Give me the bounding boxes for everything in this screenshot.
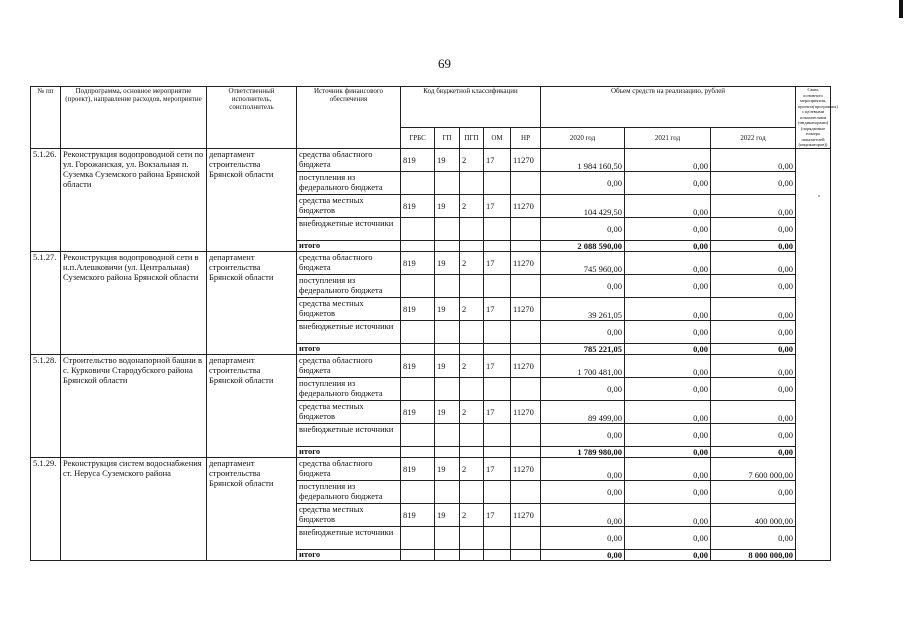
header-name: Подпрограмма, основное мероприятие (проект), направление расходов, мероприятие bbox=[61, 87, 207, 149]
amount-2022: 0,00 bbox=[711, 148, 796, 171]
code-grbs: 819 bbox=[401, 251, 435, 274]
total-2020: 2 088 590,00 bbox=[541, 240, 625, 251]
code-pgp: 2 bbox=[460, 148, 484, 171]
code-om bbox=[484, 171, 511, 194]
item-name: Реконструкция систем водоснабжения ст. Неруса Суземского района bbox=[61, 457, 207, 560]
amount-2021: 0,00 bbox=[625, 400, 711, 423]
code-pgp: 2 bbox=[460, 503, 484, 526]
code-grbs bbox=[401, 480, 435, 503]
amount-2022: 0,00 bbox=[711, 354, 796, 377]
amount-2020: 104 429,50 bbox=[541, 194, 625, 217]
amount-2021: 0,00 bbox=[625, 171, 711, 194]
header-amount-group: Объем средств на реализацию, рублей bbox=[541, 87, 796, 128]
total-2020: 1 789 980,00 bbox=[541, 446, 625, 457]
amount-2021: 0,00 bbox=[625, 503, 711, 526]
code-pgp: 2 bbox=[460, 400, 484, 423]
finance-source: средства областного бюджета bbox=[297, 354, 401, 377]
code-pgp bbox=[460, 240, 484, 251]
total-label: итого bbox=[297, 343, 401, 354]
amount-2022: 0,00 bbox=[711, 297, 796, 320]
code-grbs bbox=[401, 526, 435, 549]
finance-source: средства местных бюджетов bbox=[297, 400, 401, 423]
code-np bbox=[511, 526, 541, 549]
code-pgp bbox=[460, 526, 484, 549]
finance-source: поступления из федерального бюджета bbox=[297, 480, 401, 503]
header-num: № пп bbox=[31, 87, 61, 149]
code-np: 11270 bbox=[511, 251, 541, 274]
total-label: итого bbox=[297, 446, 401, 457]
code-pgp bbox=[460, 217, 484, 240]
item-executor: департамент строительства Брянской области bbox=[207, 457, 297, 560]
code-om bbox=[484, 549, 511, 560]
total-2022: 0,00 bbox=[711, 446, 796, 457]
code-pgp bbox=[460, 423, 484, 446]
code-om bbox=[484, 377, 511, 400]
code-om: 17 bbox=[484, 251, 511, 274]
code-om: 17 bbox=[484, 457, 511, 480]
amount-2022: 0,00 bbox=[711, 480, 796, 503]
finance-source: средства местных бюджетов bbox=[297, 194, 401, 217]
amount-2021: 0,00 bbox=[625, 423, 711, 446]
code-om bbox=[484, 343, 511, 354]
header-2020: 2020 год bbox=[541, 128, 625, 148]
item-executor: департамент строительства Брянской области bbox=[207, 148, 297, 251]
code-grbs bbox=[401, 423, 435, 446]
code-gp bbox=[435, 343, 460, 354]
header-om: ОМ bbox=[484, 128, 511, 148]
table-body bbox=[31, 148, 831, 560]
finance-source: поступления из федерального бюджета bbox=[297, 377, 401, 400]
code-pgp bbox=[460, 320, 484, 343]
code-grbs bbox=[401, 377, 435, 400]
amount-2020: 0,00 bbox=[541, 526, 625, 549]
code-om: 17 bbox=[484, 400, 511, 423]
code-gp bbox=[435, 526, 460, 549]
code-om bbox=[484, 423, 511, 446]
amount-2022: 0,00 bbox=[711, 377, 796, 400]
code-np bbox=[511, 446, 541, 457]
code-grbs: 819 bbox=[401, 297, 435, 320]
amount-2021: 0,00 bbox=[625, 297, 711, 320]
amount-2022: 0,00 bbox=[711, 217, 796, 240]
code-gp: 19 bbox=[435, 457, 460, 480]
code-np bbox=[511, 171, 541, 194]
link-cell bbox=[796, 148, 831, 560]
page-number: 69 bbox=[438, 56, 451, 71]
total-2021: 0,00 bbox=[625, 446, 711, 457]
amount-2022: 0,00 bbox=[711, 400, 796, 423]
code-np: 11270 bbox=[511, 503, 541, 526]
table-row bbox=[31, 148, 831, 171]
header-source: Источник финансового обеспечения bbox=[297, 87, 401, 149]
total-2021: 0,00 bbox=[625, 549, 711, 560]
code-np bbox=[511, 377, 541, 400]
code-np bbox=[511, 343, 541, 354]
amount-2022: 7 600 000,00 bbox=[711, 457, 796, 480]
total-2022: 0,00 bbox=[711, 240, 796, 251]
code-gp: 19 bbox=[435, 148, 460, 171]
code-om bbox=[484, 274, 511, 297]
finance-source: поступления из федерального бюджета bbox=[297, 274, 401, 297]
header-pgp: ПГП bbox=[460, 128, 484, 148]
finance-source: средства областного бюджета bbox=[297, 251, 401, 274]
code-om bbox=[484, 320, 511, 343]
amount-2020: 39 261,05 bbox=[541, 297, 625, 320]
table-row bbox=[31, 354, 831, 377]
header-gp: ГП bbox=[435, 128, 460, 148]
header-code-group: Код бюджетной классификации bbox=[401, 87, 541, 128]
code-gp: 19 bbox=[435, 400, 460, 423]
code-grbs: 819 bbox=[401, 457, 435, 480]
code-gp bbox=[435, 480, 460, 503]
total-2020: 0,00 bbox=[541, 549, 625, 560]
finance-source: средства местных бюджетов bbox=[297, 297, 401, 320]
amount-2021: 0,00 bbox=[625, 526, 711, 549]
code-gp bbox=[435, 423, 460, 446]
finance-source: средства местных бюджетов bbox=[297, 503, 401, 526]
code-grbs bbox=[401, 320, 435, 343]
header-2022: 2022 год bbox=[711, 128, 796, 148]
amount-2021: 0,00 bbox=[625, 457, 711, 480]
code-grbs: 819 bbox=[401, 400, 435, 423]
code-gp: 19 bbox=[435, 354, 460, 377]
item-number: 5.1.28. bbox=[31, 354, 61, 457]
amount-2021: 0,00 bbox=[625, 217, 711, 240]
amount-2022: 0,00 bbox=[711, 171, 796, 194]
code-om bbox=[484, 526, 511, 549]
header-2021: 2021 год bbox=[625, 128, 711, 148]
code-om bbox=[484, 480, 511, 503]
total-2020: 785 221,05 bbox=[541, 343, 625, 354]
amount-2020: 0,00 bbox=[541, 503, 625, 526]
code-grbs: 819 bbox=[401, 503, 435, 526]
finance-source: внебюджетные источники bbox=[297, 423, 401, 446]
code-om bbox=[484, 240, 511, 251]
item-executor: департамент строительства Брянской области bbox=[207, 251, 297, 354]
code-pgp: 2 bbox=[460, 251, 484, 274]
finance-source: внебюджетные источники bbox=[297, 217, 401, 240]
table-row bbox=[31, 251, 831, 274]
amount-2020: 0,00 bbox=[541, 423, 625, 446]
code-np bbox=[511, 320, 541, 343]
total-2021: 0,00 bbox=[625, 240, 711, 251]
header-link: Связь основного мероприятия, проекта(программы) с целевыми показателями (индикаторами) (порядковые номера показателей (индикаторов)) bbox=[796, 87, 831, 149]
code-om bbox=[484, 217, 511, 240]
code-pgp bbox=[460, 480, 484, 503]
amount-2022: 0,00 bbox=[711, 526, 796, 549]
code-gp bbox=[435, 446, 460, 457]
code-om: 17 bbox=[484, 194, 511, 217]
code-grbs bbox=[401, 549, 435, 560]
code-grbs: 819 bbox=[401, 354, 435, 377]
code-np: 11270 bbox=[511, 457, 541, 480]
finance-source: средства областного бюджета bbox=[297, 148, 401, 171]
code-gp bbox=[435, 171, 460, 194]
amount-2020: 0,00 bbox=[541, 457, 625, 480]
amount-2021: 0,00 bbox=[625, 148, 711, 171]
code-pgp: 2 bbox=[460, 297, 484, 320]
code-np bbox=[511, 549, 541, 560]
finance-source: внебюджетные источники bbox=[297, 526, 401, 549]
amount-2022: 400 000,00 bbox=[711, 503, 796, 526]
code-gp bbox=[435, 217, 460, 240]
amount-2022: 0,00 bbox=[711, 251, 796, 274]
amount-2020: 0,00 bbox=[541, 171, 625, 194]
code-gp bbox=[435, 377, 460, 400]
amount-2022: 0,00 bbox=[711, 194, 796, 217]
code-pgp bbox=[460, 171, 484, 194]
amount-2020: 1 700 481,00 bbox=[541, 354, 625, 377]
total-label: итого bbox=[297, 549, 401, 560]
item-name: Строительство водонапорной башни в с. Курковичи Стародубского района Брянской области bbox=[61, 354, 207, 457]
code-np: 11270 bbox=[511, 354, 541, 377]
code-np: 11270 bbox=[511, 194, 541, 217]
code-pgp: 2 bbox=[460, 354, 484, 377]
code-grbs bbox=[401, 171, 435, 194]
code-gp bbox=[435, 549, 460, 560]
code-om: 17 bbox=[484, 297, 511, 320]
amount-2020: 1 984 160,50 bbox=[541, 148, 625, 171]
total-2021: 0,00 bbox=[625, 343, 711, 354]
code-grbs bbox=[401, 274, 435, 297]
amount-2020: 0,00 bbox=[541, 274, 625, 297]
stray-mark: , bbox=[818, 189, 820, 198]
amount-2020: 0,00 bbox=[541, 320, 625, 343]
code-grbs: 819 bbox=[401, 194, 435, 217]
total-label: итого bbox=[297, 240, 401, 251]
amount-2021: 0,00 bbox=[625, 354, 711, 377]
finance-source: внебюджетные источники bbox=[297, 320, 401, 343]
amount-2020: 0,00 bbox=[541, 377, 625, 400]
amount-2020: 89 499,00 bbox=[541, 400, 625, 423]
header-grbs: ГРБС bbox=[401, 128, 435, 148]
code-gp: 19 bbox=[435, 503, 460, 526]
code-gp: 19 bbox=[435, 194, 460, 217]
total-2022: 8 000 000,00 bbox=[711, 549, 796, 560]
code-gp bbox=[435, 274, 460, 297]
code-grbs bbox=[401, 446, 435, 457]
code-gp bbox=[435, 320, 460, 343]
amount-2021: 0,00 bbox=[625, 251, 711, 274]
code-np bbox=[511, 423, 541, 446]
code-np bbox=[511, 217, 541, 240]
code-om: 17 bbox=[484, 354, 511, 377]
amount-2022: 0,00 bbox=[711, 274, 796, 297]
item-number: 5.1.29. bbox=[31, 457, 61, 560]
code-pgp: 2 bbox=[460, 194, 484, 217]
amount-2021: 0,00 bbox=[625, 320, 711, 343]
code-grbs bbox=[401, 217, 435, 240]
code-pgp bbox=[460, 343, 484, 354]
item-number: 5.1.27. bbox=[31, 251, 61, 354]
item-name: Реконструкция водопроводной сети по ул. Горожанская, ул. Вокзальная п. Суземка Суземского района Брянской области bbox=[61, 148, 207, 251]
total-2022: 0,00 bbox=[711, 343, 796, 354]
item-name: Реконструкция водопроводной сети в н.п.Алешковичи (ул. Центральная) Суземского района Брянской области bbox=[61, 251, 207, 354]
amount-2020: 0,00 bbox=[541, 217, 625, 240]
code-gp: 19 bbox=[435, 251, 460, 274]
header-executor: Ответственный исполнитель, соисполнитель bbox=[207, 87, 297, 149]
code-grbs bbox=[401, 240, 435, 251]
code-pgp bbox=[460, 377, 484, 400]
amount-2021: 0,00 bbox=[625, 377, 711, 400]
amount-2022: 0,00 bbox=[711, 320, 796, 343]
code-grbs: 819 bbox=[401, 148, 435, 171]
finance-source: поступления из федерального бюджета bbox=[297, 171, 401, 194]
code-om: 17 bbox=[484, 503, 511, 526]
item-number: 5.1.26. bbox=[31, 148, 61, 251]
amount-2021: 0,00 bbox=[625, 274, 711, 297]
code-np bbox=[511, 274, 541, 297]
amount-2020: 745 960,00 bbox=[541, 251, 625, 274]
code-np: 11270 bbox=[511, 400, 541, 423]
scan-edge-mark bbox=[899, 0, 903, 18]
amount-2022: 0,00 bbox=[711, 423, 796, 446]
header-np: НР bbox=[511, 128, 541, 148]
item-executor: департамент строительства Брянской области bbox=[207, 354, 297, 457]
code-pgp bbox=[460, 274, 484, 297]
code-gp: 19 bbox=[435, 297, 460, 320]
code-om: 17 bbox=[484, 148, 511, 171]
code-np: 11270 bbox=[511, 148, 541, 171]
code-pgp: 2 bbox=[460, 457, 484, 480]
code-np bbox=[511, 240, 541, 251]
code-gp bbox=[435, 240, 460, 251]
code-np: 11270 bbox=[511, 297, 541, 320]
amount-2020: 0,00 bbox=[541, 480, 625, 503]
code-om bbox=[484, 446, 511, 457]
amount-2021: 0,00 bbox=[625, 194, 711, 217]
code-pgp bbox=[460, 446, 484, 457]
code-grbs bbox=[401, 343, 435, 354]
code-pgp bbox=[460, 549, 484, 560]
finance-source: средства областного бюджета bbox=[297, 457, 401, 480]
table-row bbox=[31, 457, 831, 480]
amount-2021: 0,00 bbox=[625, 480, 711, 503]
code-np bbox=[511, 480, 541, 503]
budget-table bbox=[30, 86, 838, 561]
